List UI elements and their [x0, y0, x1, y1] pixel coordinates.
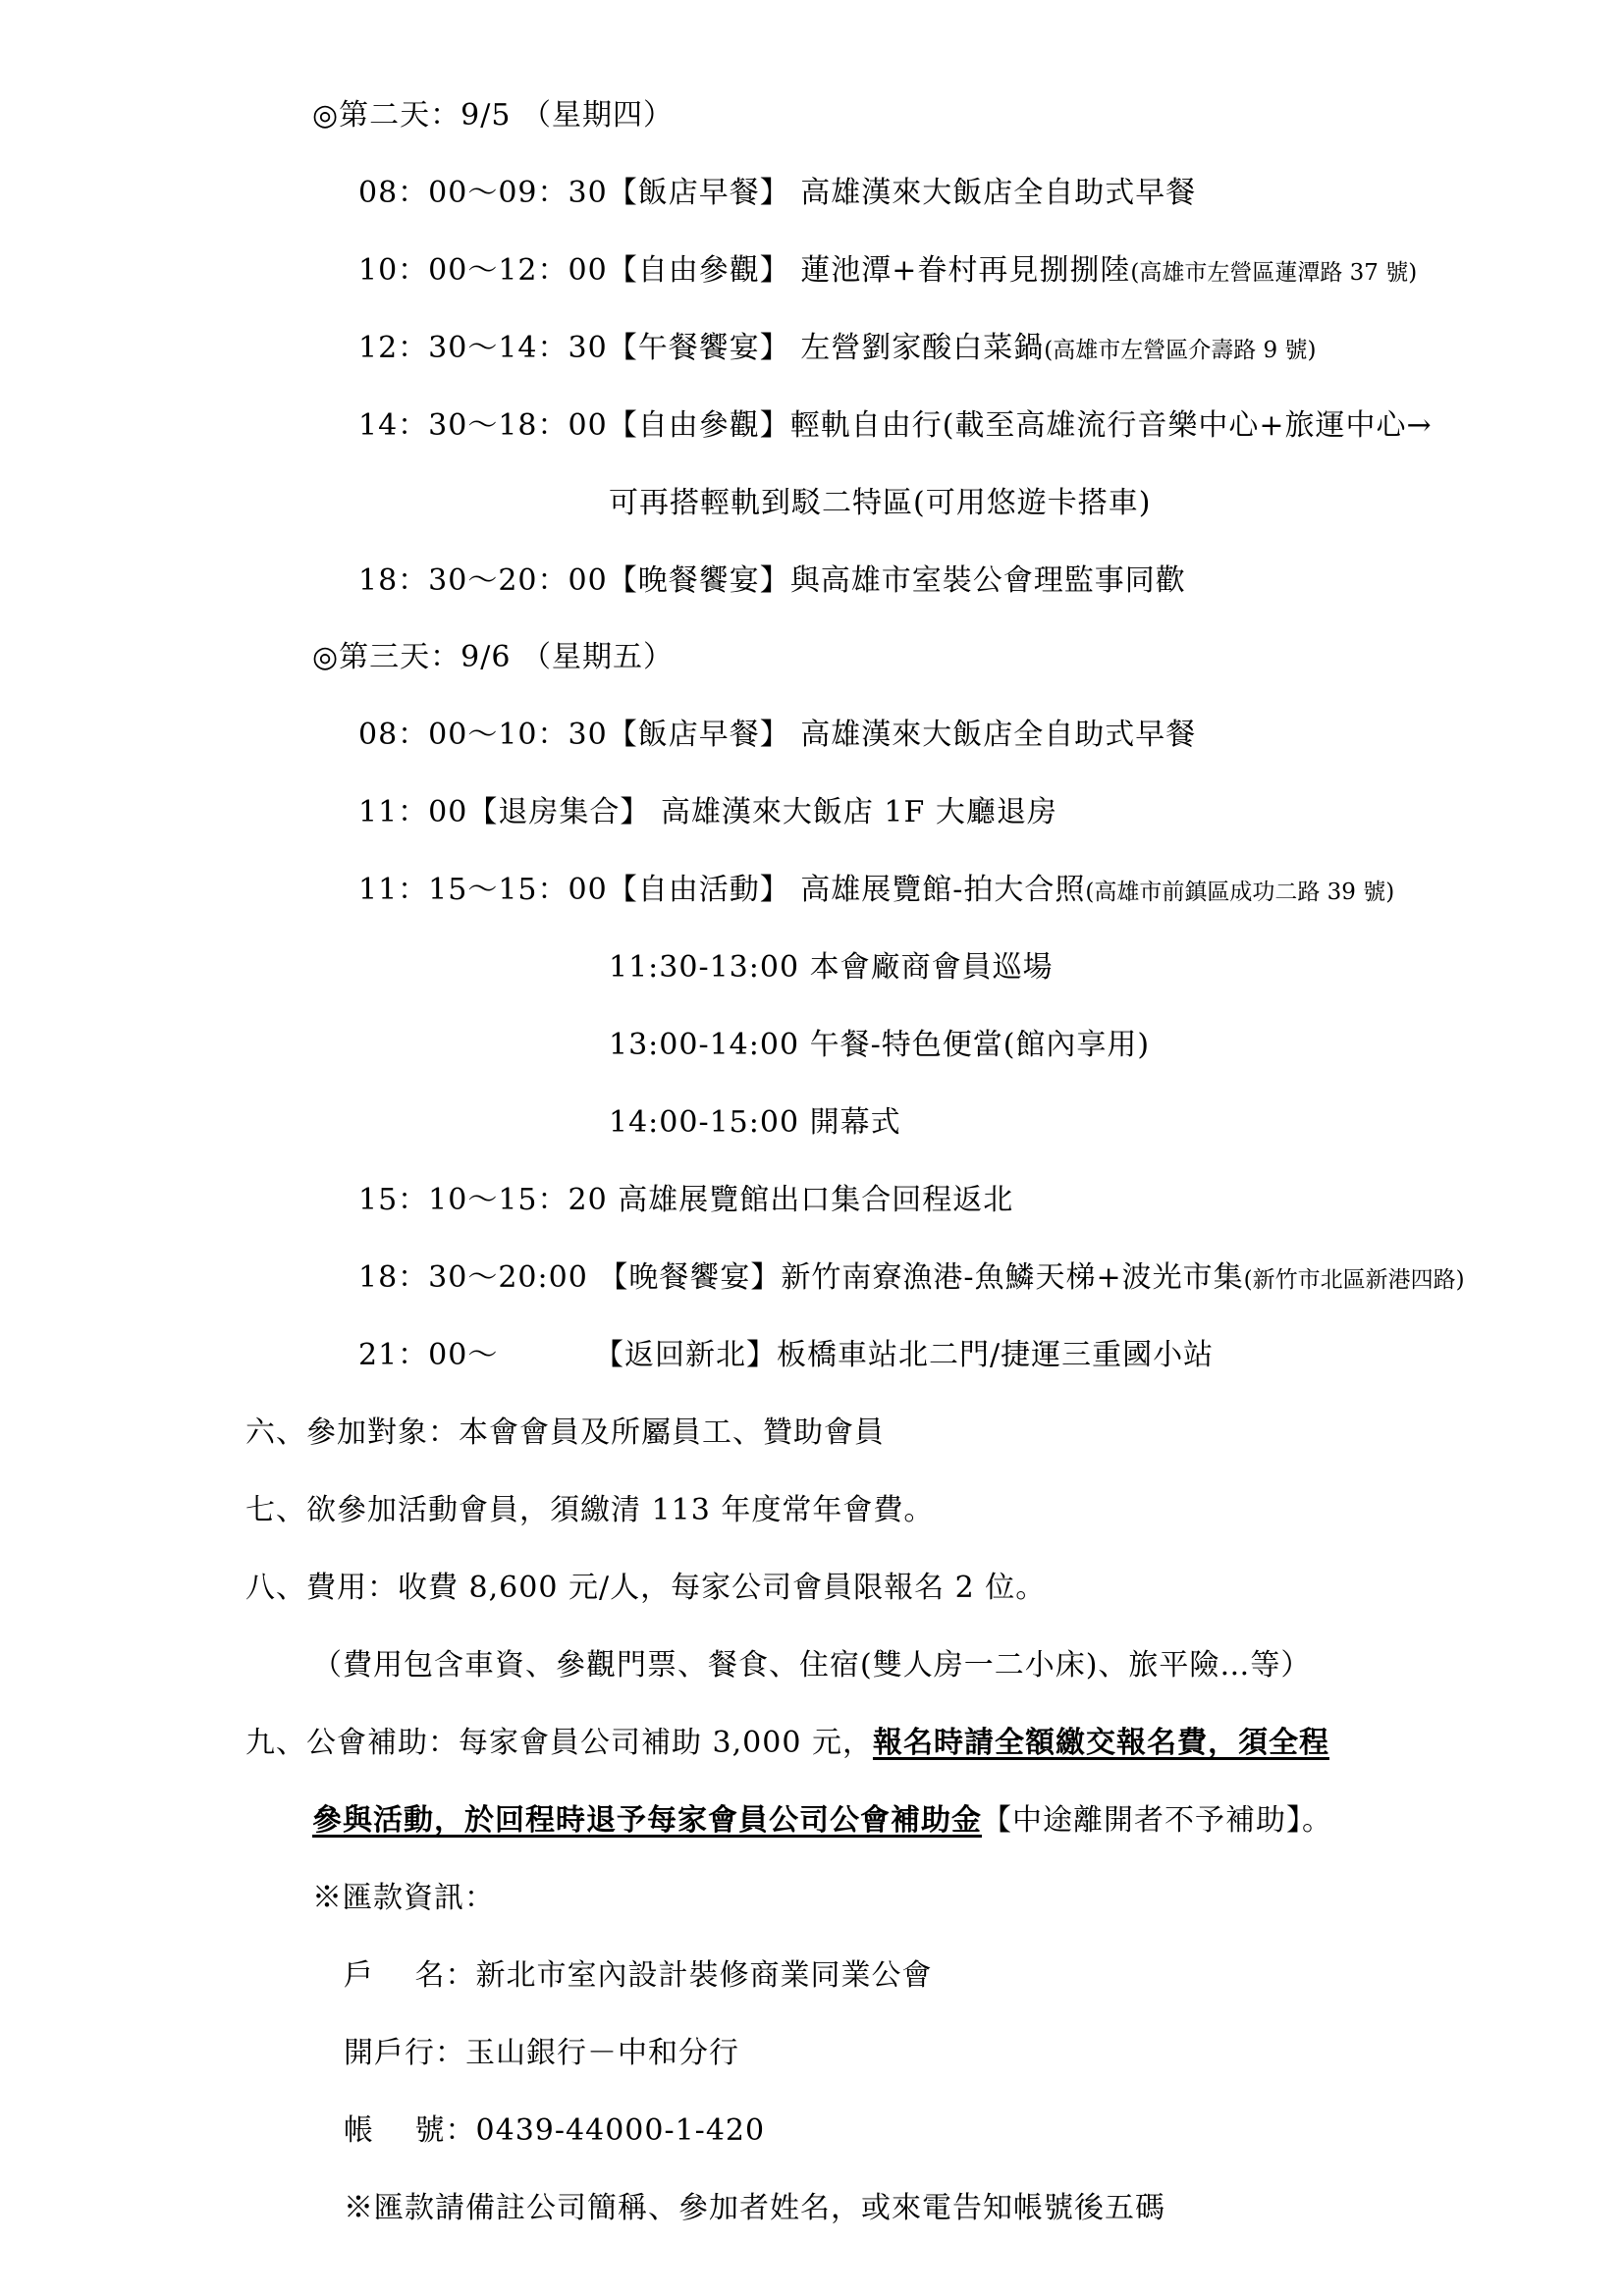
- item-text: 14：30～18：00【自由參觀】輕軌自由行(載至高雄流行音樂中心+旅運中心→: [358, 408, 1433, 443]
- day3-sub-item-1: 11:30-13:00 本會廠商會員巡場: [609, 950, 1054, 985]
- day2-item-3: [358, 329, 1316, 370]
- day2-item-4-continuation: 可再搭輕軌到駁二特區(可用悠遊卡搭車): [609, 486, 1152, 520]
- section-6: 六、參加對象：本會會員及所屬員工、贊助會員: [245, 1415, 885, 1450]
- section-9-emphasis: 報名時請全額繳交報名費，須全程: [872, 1726, 1329, 1760]
- day2-item-1: [358, 174, 1196, 213]
- item-text: 18：30～20：00【晚餐饗宴】與高雄市室裝公會理監事同歡: [358, 563, 1186, 598]
- section-9-text: 九、公會補助：每家會員公司補助 3,000 元，: [245, 1726, 873, 1760]
- section-9-text: 【中途離開者不予補助】。: [982, 1803, 1332, 1838]
- day3-heading: ◎第三天：9/6 （星期五）: [312, 640, 674, 674]
- remit-account-name: 戶 名：新北市室內設計裝修商業同業公會: [344, 1958, 933, 1993]
- item-text: 11：00【退房集合】 高雄漢來大飯店 1F 大廳退房: [358, 795, 1057, 829]
- remit-account-number: 帳 號：0439-44000-1-420: [344, 2113, 766, 2148]
- day2-item-4: [358, 406, 1433, 446]
- section-9-emphasis: 參與活動，於回程時退予每家會員公司公會補助金: [312, 1803, 982, 1838]
- item-text: 10：00～12：00【自由參觀】 蓮池潭+眷村再見捌捌陸: [358, 253, 1131, 288]
- section-9-line-2: [312, 1801, 1332, 1841]
- item-text: 08：00～10：30【飯店早餐】 高雄漢來大飯店全自助式早餐: [358, 718, 1197, 752]
- day2-item-2: [358, 251, 1417, 293]
- item-address: (高雄市左營區蓮潭路 37 號): [1130, 260, 1418, 286]
- item-text: 08：00～09：30【飯店早餐】 高雄漢來大飯店全自助式早餐: [358, 176, 1197, 210]
- section-8-note: （費用包含車資、參觀門票、餐食、住宿(雙人房一二小床)、旅平險…等）: [312, 1648, 1312, 1682]
- day3-item-6: [358, 1336, 1214, 1375]
- item-address: (高雄市前鎮區成功二路 39 號): [1085, 880, 1395, 905]
- item-address: (高雄市左營區介壽路 9 號): [1044, 338, 1317, 363]
- day3-item-4: [358, 1181, 1013, 1220]
- remit-note: ※匯款請備註公司簡稱、參加者姓名，或來電告知帳號後五碼: [344, 2191, 1165, 2225]
- section-9-line-1: [245, 1724, 1329, 1763]
- item-text: 15：10～15：20 高雄展覽館出口集合回程返北: [358, 1183, 1014, 1217]
- day3-item-5: [358, 1258, 1465, 1300]
- remit-bank: 開戶行：玉山銀行－中和分行: [344, 2036, 739, 2070]
- section-7: 七、欲參加活動會員，須繳清 113 年度常年會費。: [245, 1493, 935, 1527]
- day3-item-1: [358, 716, 1196, 755]
- day3-item-3: [358, 871, 1394, 912]
- item-address: (新竹市北區新港四路): [1243, 1267, 1465, 1293]
- day3-item-2: [358, 793, 1057, 832]
- remit-heading: ※匯款資訊：: [312, 1881, 495, 1915]
- day3-sub-item-2: 13:00-14:00 午餐-特色便當(館內享用): [609, 1028, 1151, 1062]
- item-text: 18：30～20:00 【晚餐饗宴】新竹南寮漁港-魚鱗天梯+波光市集: [358, 1260, 1244, 1295]
- day3-sub-item-3: 14:00-15:00 開幕式: [609, 1105, 901, 1140]
- item-text: 12：30～14：30【午餐饗宴】 左營劉家酸白菜鍋: [358, 331, 1045, 365]
- item-text: 11：15～15：00【自由活動】 高雄展覽館-拍大合照: [358, 873, 1086, 907]
- item-text: 【返回新北】板橋車站北二門/捷運三重國小站: [594, 1338, 1215, 1372]
- item-time: 21：00～: [358, 1338, 499, 1372]
- day2-heading: ◎第二天：9/5 （星期四）: [312, 98, 674, 133]
- day2-item-5: [358, 561, 1186, 601]
- section-8: 八、費用：收費 8,600 元/人，每家公司會員限報名 2 位。: [245, 1571, 1047, 1605]
